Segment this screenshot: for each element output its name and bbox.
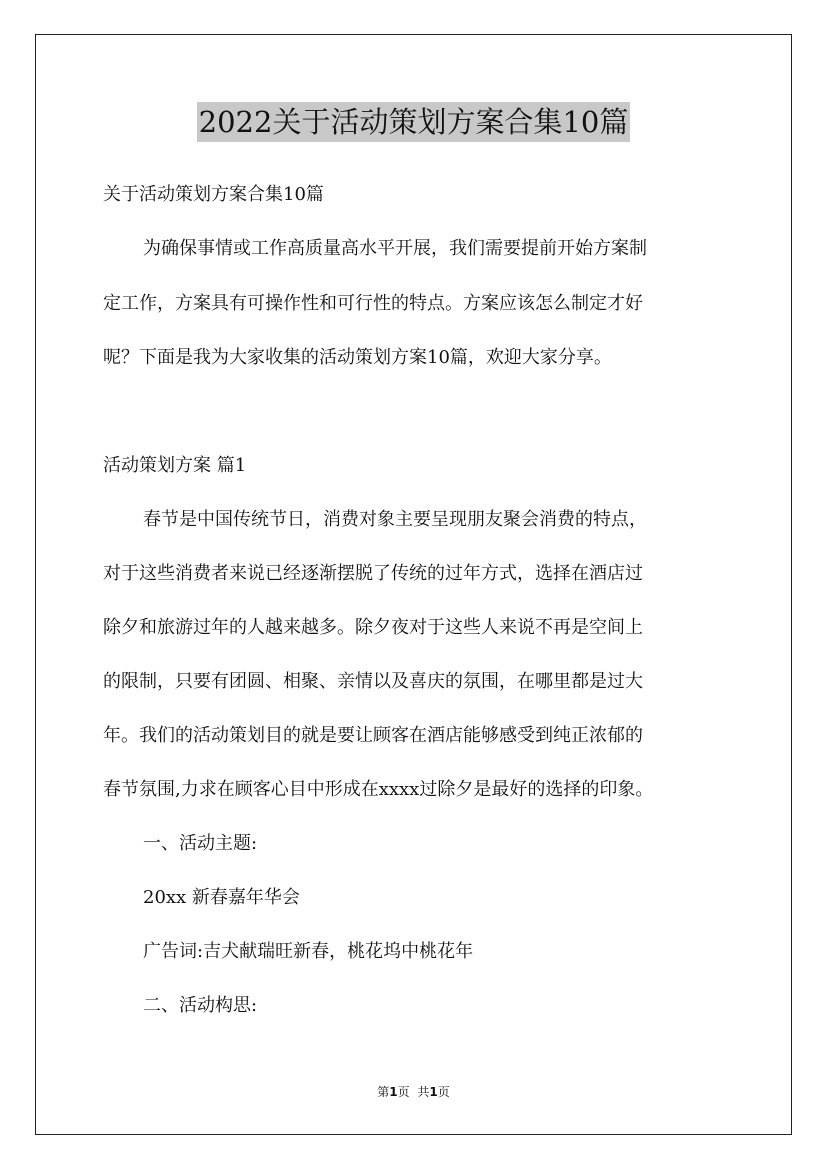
body-line: 年。我们的活动策划目的就是要让顾客在酒店能够感受到纯正浓郁的	[103, 725, 643, 746]
body-line: 的限制，只要有团圆、相聚、亲情以及喜庆的氛围，在哪里都是过大	[103, 671, 643, 692]
intro-line: 为确保事情或工作高质量高水平开展，我们需要提前开始方案制	[143, 238, 647, 259]
page-prefix: 第	[377, 1085, 390, 1099]
document-title: 2022关于活动策划方案合集10篇	[197, 102, 631, 142]
body-line: 除夕和旅游过年的人越来越多。除夕夜对于这些人来说不再是空间上	[103, 617, 643, 638]
intro-line: 定工作，方案具有可操作性和可行性的特点。方案应该怎么制定才好	[103, 293, 643, 314]
body-line: 对于这些消费者来说已经逐渐摆脱了传统的过年方式，选择在酒店过	[103, 563, 643, 584]
body-line: 春节是中国传统节日，消费对象主要呈现朋友聚会消费的特点，	[143, 509, 647, 530]
item-line: 广告词:吉犬献瑞旺新春，桃花坞中桃花年	[143, 941, 474, 962]
total-pages: 1	[429, 1085, 438, 1099]
item-line: 20xx 新春嘉年华会	[143, 887, 300, 908]
item-line: 一、活动主题:	[143, 833, 258, 854]
intro-line: 呢？下面是我为大家收集的活动策划方案10篇，欢迎大家分享。	[103, 347, 612, 368]
section-heading: 活动策划方案 篇1	[103, 455, 247, 476]
item-line: 二、活动构思:	[143, 995, 258, 1016]
total-prefix: 共	[417, 1085, 430, 1099]
subtitle: 关于活动策划方案合集10篇	[103, 184, 324, 205]
page-suffix: 页	[397, 1085, 410, 1099]
page-footer	[0, 1083, 827, 1100]
title-container	[0, 102, 827, 142]
total-suffix: 页	[437, 1085, 450, 1099]
body-line: 春节氛围,力求在顾客心目中形成在xxxx过除夕是最好的选择的印象。	[103, 779, 654, 800]
page-number: 1	[389, 1085, 398, 1099]
